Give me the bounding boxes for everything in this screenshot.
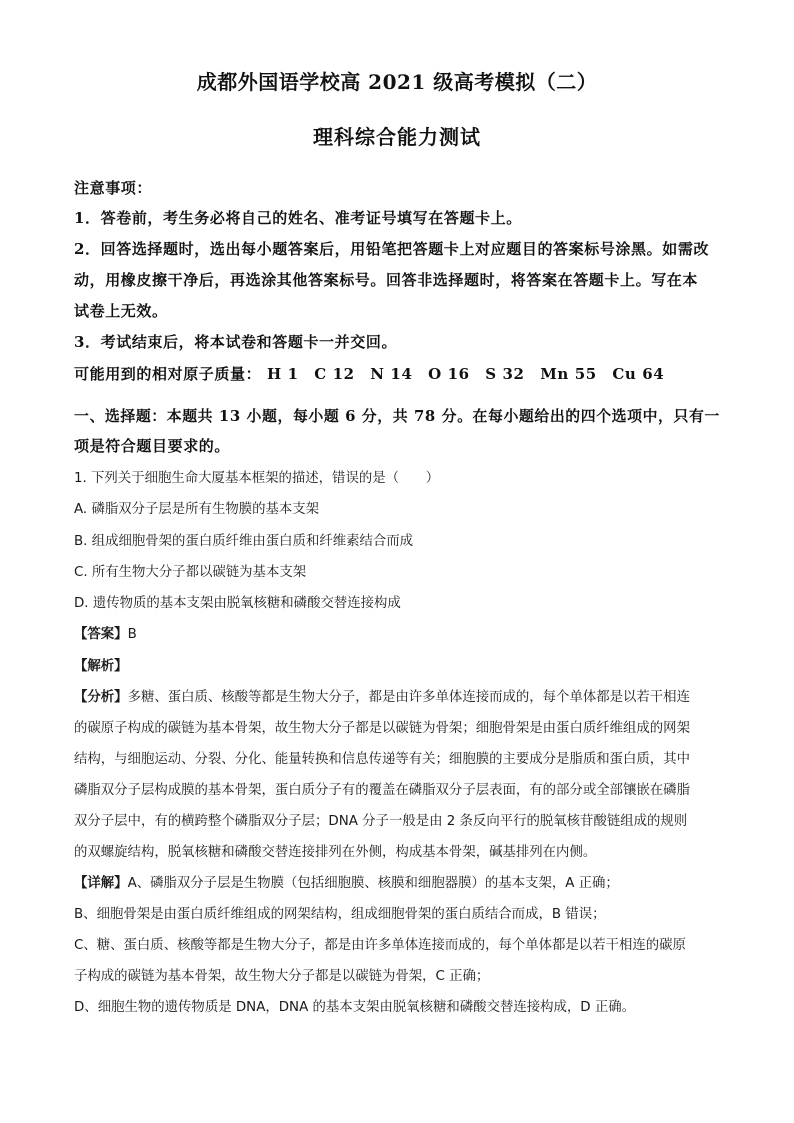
option-d: D. 遗传物质的基本支架由脱氧核糖和磷酸交替连接构成	[74, 596, 401, 611]
analysis-tag-label: 【解析】	[74, 659, 128, 674]
analysis-line-2: 的碳原子构成的碳链为基本骨架，故生物大分子都是以碳链为骨架；细胞骨架是由蛋白质纤维组成的网架	[74, 721, 690, 736]
analysis-line-5: 双分子层中，有的横跨整个磷脂双分子层；DNA 分子一般是由 2 条反向平行的脱氧核苷酸链组成的规则	[74, 814, 688, 829]
detail-text-1: A、磷脂双分子层是生物膜（包括细胞膜、核膜和细胞器膜）的基本支架，A 正确；	[127, 876, 619, 891]
notice-item-1: 1．答卷前，考生务必将自己的姓名、准考证号填写在答题卡上。	[74, 209, 522, 227]
answer-line	[74, 623, 137, 642]
detail-line-5: D、细胞生物的遗传物质是 DNA，DNA 的基本支架由脱氧核糖和磷酸交替连接构成，D 正确。	[74, 1000, 636, 1015]
analysis-line-1	[74, 686, 690, 705]
answer-value: B	[127, 627, 137, 642]
detail-line-4: 子构成的碳链为基本骨架，故生物大分子都是以碳链为骨架，C 正确；	[74, 969, 490, 984]
answer-tag: 【答案】	[74, 627, 128, 642]
section-heading-line-1: 一、选择题：本题共 13 小题，每小题 6 分，共 78 分。在每小题给出的四个选项中，只有一	[74, 407, 720, 425]
analysis-line-4: 磷脂双分子层构成膜的基本骨架，蛋白质分子有的覆盖在磷脂双分子层表面，有的部分或全部镶嵌在磷脂	[74, 783, 690, 798]
analysis-text-1: 多糖、蛋白质、核酸等都是生物大分子，都是由许多单体连接而成的，每个单体都是以若干相连	[127, 690, 690, 705]
detail-line-1	[74, 872, 619, 891]
exam-subtitle: 理科综合能力测试	[313, 125, 481, 149]
option-a: A. 磷脂双分子层是所有生物膜的基本支架	[74, 502, 320, 517]
detail-line-3: C、糖、蛋白质、核酸等都是生物大分子，都是由许多单体连接而成的，每个单体都是以若干相连的碳原	[74, 938, 686, 953]
atomic-masses: 可能用到的相对原子质量： H 1 C 12 N 14 O 16 S 32 Mn 55 Cu 64	[74, 365, 665, 383]
notice-item-3: 3．考试结束后，将本试卷和答题卡一并交回。	[74, 333, 398, 351]
exam-title: 成都外国语学校高 2021 级高考模拟（二）	[196, 70, 598, 94]
notice-item-2-line-3: 试卷上无效。	[74, 302, 168, 320]
notice-heading: 注意事项：	[74, 179, 153, 197]
analysis-lead: 【分析】	[74, 690, 128, 705]
analysis-tag	[74, 655, 128, 674]
notice-item-2-line-2: 动，用橡皮擦干净后，再选涂其他答案标号。回答非选择题时，将答案在答题卡上。写在本	[74, 271, 699, 289]
detail-line-2: B、细胞骨架是由蛋白质纤维组成的网架结构，组成细胞骨架的蛋白质结合而成，B 错误；	[74, 907, 606, 922]
option-b: B. 组成细胞骨架的蛋白质纤维由蛋白质和纤维素结合而成	[74, 534, 414, 549]
question-stem: 1. 下列关于细胞生命大厦基本框架的描述，错误的是（ ）	[74, 471, 440, 486]
section-heading-line-2: 项是符合题目要求的。	[74, 437, 231, 455]
notice-item-2-line-1: 2．回答选择题时，选出每小题答案后，用铅笔把答题卡上对应题目的答案标号涂黑。如需改	[74, 240, 710, 258]
detail-lead: 【详解】	[74, 876, 128, 891]
analysis-line-3: 结构，与细胞运动、分裂、分化、能量转换和信息传递等有关；细胞膜的主要成分是脂质和蛋白质，其中	[74, 752, 690, 767]
option-c: C. 所有生物大分子都以碳链为基本支架	[74, 565, 307, 580]
analysis-line-6: 的双螺旋结构，脱氧核糖和磷酸交替连接排列在外侧，构成基本骨架，碱基排列在内侧。	[74, 845, 597, 860]
